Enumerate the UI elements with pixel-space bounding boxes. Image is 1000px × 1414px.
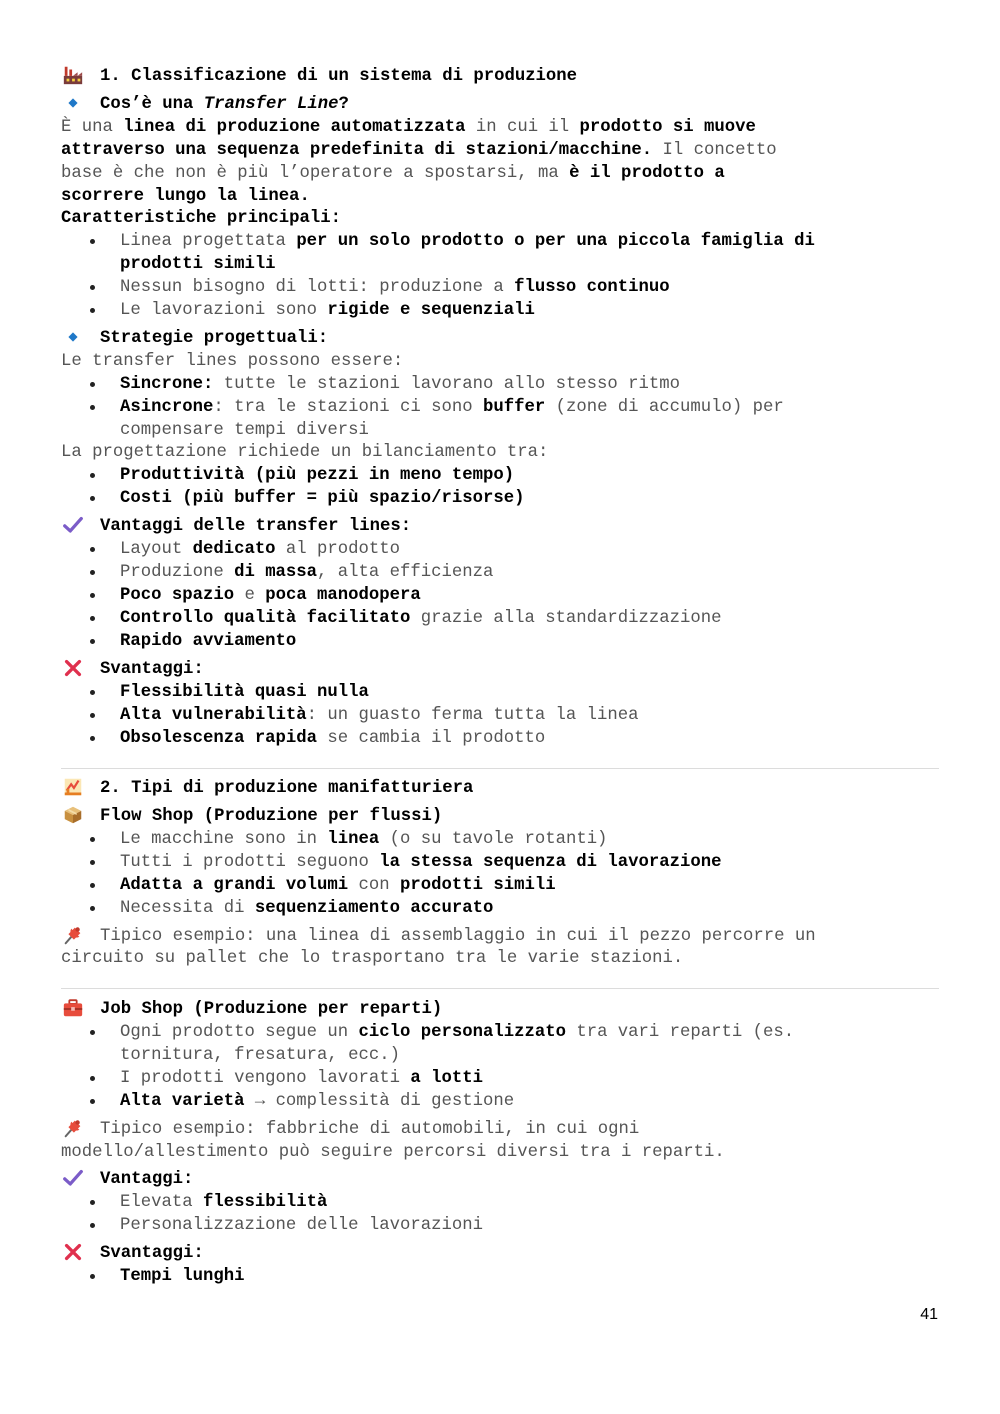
text-run: Asincrone — [120, 398, 214, 417]
text-run: ? — [338, 95, 349, 114]
bullet-dot — [90, 1200, 95, 1205]
bullet-dot — [90, 547, 95, 552]
text-run: Svantaggi: — [100, 1244, 204, 1263]
bullet-item — [120, 727, 545, 750]
text-run: di massa — [234, 563, 318, 582]
text-line — [120, 253, 276, 276]
text-run: Controllo qualità facilitato — [120, 609, 411, 628]
page-number: 41 — [920, 1306, 938, 1323]
blue-diamond-icon — [62, 326, 84, 348]
text-run: in cui il — [465, 118, 580, 137]
text-run: poca manodopera — [265, 586, 421, 605]
text-run: Linea progettata — [120, 232, 297, 251]
text-line — [61, 116, 756, 139]
text-run: Le macchine sono in — [120, 830, 328, 849]
text-run: Poco spazio — [120, 586, 235, 605]
bullet-dot — [90, 405, 95, 410]
section-heading — [100, 925, 816, 948]
text-run: tornitura, fresatura, ecc.) — [120, 1046, 401, 1065]
text-run: Vantaggi: — [100, 1170, 194, 1189]
section-heading — [100, 1168, 193, 1191]
text-run: rigide e sequenziali — [327, 301, 535, 320]
bullet-item — [120, 464, 514, 487]
text-run: Tutti i prodotti seguono — [120, 853, 380, 872]
text-run: La progettazione richiede un bilanciamento tra: — [61, 443, 549, 462]
bullet-item — [120, 396, 784, 419]
text-run: Il concetto — [652, 141, 777, 160]
bullet-item — [120, 828, 607, 851]
text-line — [61, 350, 403, 373]
section-divider — [61, 988, 939, 989]
text-run: Nessun bisogno di lotti: produzione a — [120, 278, 515, 297]
text-run: la stessa sequenza di lavorazione — [379, 853, 722, 872]
check-icon — [62, 1167, 84, 1189]
text-run: tutte le stazioni lavorano allo stesso ritmo — [213, 375, 681, 394]
text-run: circuito su pallet che lo trasportano tra le varie stazioni. — [61, 949, 684, 968]
text-run: base è che non è più l’operatore a spostarsi, ma — [61, 164, 570, 183]
bullet-item — [120, 584, 421, 607]
text-run: Produttività (più pezzi in meno tempo) — [120, 466, 515, 485]
bullet-item — [120, 1090, 514, 1113]
bullet-item — [120, 874, 556, 897]
check-icon — [62, 514, 84, 536]
pushpin-icon — [62, 924, 84, 946]
bullet-dot — [90, 736, 95, 741]
text-run: Obsolescenza rapida — [120, 729, 318, 748]
text-run: Adatta a grandi volumi — [120, 876, 349, 895]
text-run: Le transfer lines possono essere: — [61, 352, 404, 371]
text-run: Transfer Line — [203, 95, 339, 114]
bullet-item — [120, 299, 535, 322]
bullet-item — [120, 1067, 483, 1090]
text-run: se cambia il prodotto — [317, 729, 546, 748]
text-run: , alta efficienza — [317, 563, 494, 582]
bullet-dot — [90, 1030, 95, 1035]
bullet-dot — [90, 1076, 95, 1081]
bullet-dot — [90, 593, 95, 598]
cross-icon — [62, 1241, 84, 1263]
text-run: Layout — [120, 540, 193, 559]
bullet-dot — [90, 906, 95, 911]
text-run: per un solo prodotto o per una piccola famiglia di — [296, 232, 815, 251]
text-line — [120, 419, 369, 442]
section-heading — [100, 998, 442, 1021]
text-line — [61, 162, 725, 185]
text-run: grazie alla standardizzazione — [410, 609, 722, 628]
bullet-dot — [90, 713, 95, 718]
text-run: Flow Shop (Produzione per flussi) — [100, 807, 443, 826]
bullet-item — [120, 1265, 244, 1288]
section-heading — [100, 65, 577, 88]
bullet-item — [120, 561, 493, 584]
text-run: 2. Tipi di produzione manifatturiera — [100, 779, 474, 798]
text-run: con — [348, 876, 401, 895]
text-run: prodotti simili — [400, 876, 556, 895]
bullet-item — [120, 1191, 327, 1214]
section-divider — [61, 768, 939, 769]
bullet-dot — [90, 570, 95, 575]
text-line — [120, 1044, 400, 1067]
bullet-dot — [90, 616, 95, 621]
section-heading — [100, 93, 349, 116]
text-run: Alta varietà — [120, 1092, 245, 1111]
text-run: buffer — [482, 398, 546, 417]
text-line — [61, 207, 341, 230]
bullet-dot — [90, 285, 95, 290]
text-run: prodotti simili — [120, 255, 276, 274]
bullet-item — [120, 1214, 483, 1237]
text-run: Necessita di — [120, 899, 255, 918]
text-line — [61, 185, 310, 208]
text-run: dedicato — [192, 540, 276, 559]
box-icon — [62, 804, 84, 826]
bullet-dot — [90, 473, 95, 478]
text-line — [61, 441, 548, 464]
text-run: Alta vulnerabilità — [120, 706, 307, 725]
bullet-item — [120, 1021, 794, 1044]
text-run: Flessibilità quasi nulla — [120, 683, 369, 702]
bullet-dot — [90, 639, 95, 644]
text-run: flessibilità — [202, 1193, 328, 1212]
bullet-item — [120, 681, 369, 704]
bullet-dot — [90, 308, 95, 313]
text-run: linea — [327, 830, 380, 849]
text-run: (zone di accumulo) per — [545, 398, 784, 417]
bullet-item — [120, 704, 639, 727]
bullet-item — [120, 487, 524, 510]
text-line — [61, 947, 683, 970]
section-heading — [100, 1242, 204, 1265]
factory-icon — [62, 64, 84, 86]
text-run: e — [234, 586, 266, 605]
text-run: modello/allestimento può seguire percorsi diversi tra i reparti. — [61, 1143, 725, 1162]
text-run: : tra le stazioni ci sono — [213, 398, 483, 417]
bullet-dot — [90, 883, 95, 888]
text-run: Vantaggi delle transfer lines: — [100, 517, 412, 536]
bullet-item — [120, 897, 493, 920]
text-run: sequenziamento accurato — [254, 899, 494, 918]
text-run: prodotto si muove — [579, 118, 756, 137]
text-run: scorrere lungo la linea. — [61, 187, 310, 206]
text-run: Job Shop (Produzione per reparti) — [100, 1000, 443, 1019]
text-run: Elevata — [120, 1193, 203, 1212]
text-run: : un guasto ferma tutta la linea — [306, 706, 639, 725]
text-run: Strategie progettuali: — [100, 329, 329, 348]
bullet-item — [120, 851, 722, 874]
bullet-dot — [90, 239, 95, 244]
text-run: Costi (più buffer = più spazio/risorse) — [120, 489, 525, 508]
bullet-dot — [90, 496, 95, 501]
bullet-dot — [90, 860, 95, 865]
toolbox-icon — [62, 997, 84, 1019]
text-run: a lotti — [410, 1069, 483, 1088]
bullet-dot — [90, 837, 95, 842]
text-run: Rapido avviamento — [120, 632, 297, 651]
text-run: Le lavorazioni sono — [120, 301, 328, 320]
text-run: Cos’è una — [100, 95, 204, 114]
chart-icon — [62, 776, 84, 798]
text-run: Svantaggi: — [100, 660, 204, 679]
text-run: ciclo personalizzato — [358, 1023, 566, 1042]
bullet-dot — [90, 1099, 95, 1104]
section-heading — [100, 327, 328, 350]
text-run: Caratteristiche principali: — [61, 209, 342, 228]
section-heading — [100, 805, 442, 828]
text-run: Tipico esempio: fabbriche di automobili, in cui ogni — [100, 1120, 640, 1139]
text-run: Sincrone: — [120, 375, 214, 394]
text-run: al prodotto — [275, 540, 401, 559]
text-run: I prodotti vengono lavorati — [120, 1069, 411, 1088]
bullet-dot — [90, 1274, 95, 1279]
section-heading — [100, 515, 411, 538]
text-run: attraverso una sequenza predefinita di stazioni/macchine. — [61, 141, 653, 160]
bullet-item — [120, 630, 296, 653]
pushpin-icon — [62, 1117, 84, 1139]
text-run: Personalizzazione delle lavorazioni — [120, 1216, 483, 1235]
text-run: Ogni prodotto segue un — [120, 1023, 359, 1042]
text-run: è il prodotto a — [569, 164, 725, 183]
bullet-item — [120, 230, 815, 253]
text-run: compensare tempi diversi — [120, 421, 369, 440]
bullet-item — [120, 276, 670, 299]
text-line — [61, 139, 777, 162]
text-run: 1. Classificazione di un sistema di produzione — [100, 67, 578, 86]
text-run: Tipico esempio: una linea di assemblaggio in cui il pezzo percorre un — [100, 927, 816, 946]
bullet-dot — [90, 1223, 95, 1228]
blue-diamond-icon — [62, 92, 84, 114]
cross-icon — [62, 657, 84, 679]
text-line — [61, 1141, 725, 1164]
text-run: Produzione — [120, 563, 235, 582]
text-run: flusso continuo — [514, 278, 670, 297]
text-run: Tempi lunghi — [120, 1267, 245, 1286]
bullet-item — [120, 607, 722, 630]
text-run: (o su tavole rotanti) — [379, 830, 608, 849]
bullet-dot — [90, 382, 95, 387]
text-run: È una — [61, 118, 124, 137]
section-heading — [100, 1118, 639, 1141]
text-run: tra vari reparti (es. — [565, 1023, 795, 1042]
section-heading — [100, 777, 473, 800]
text-run: linea di produzione automatizzata — [123, 118, 466, 137]
section-heading — [100, 658, 204, 681]
bullet-item — [120, 538, 400, 561]
text-run: → complessità di gestione — [244, 1092, 515, 1111]
bullet-item — [120, 373, 680, 396]
bullet-dot — [90, 690, 95, 695]
